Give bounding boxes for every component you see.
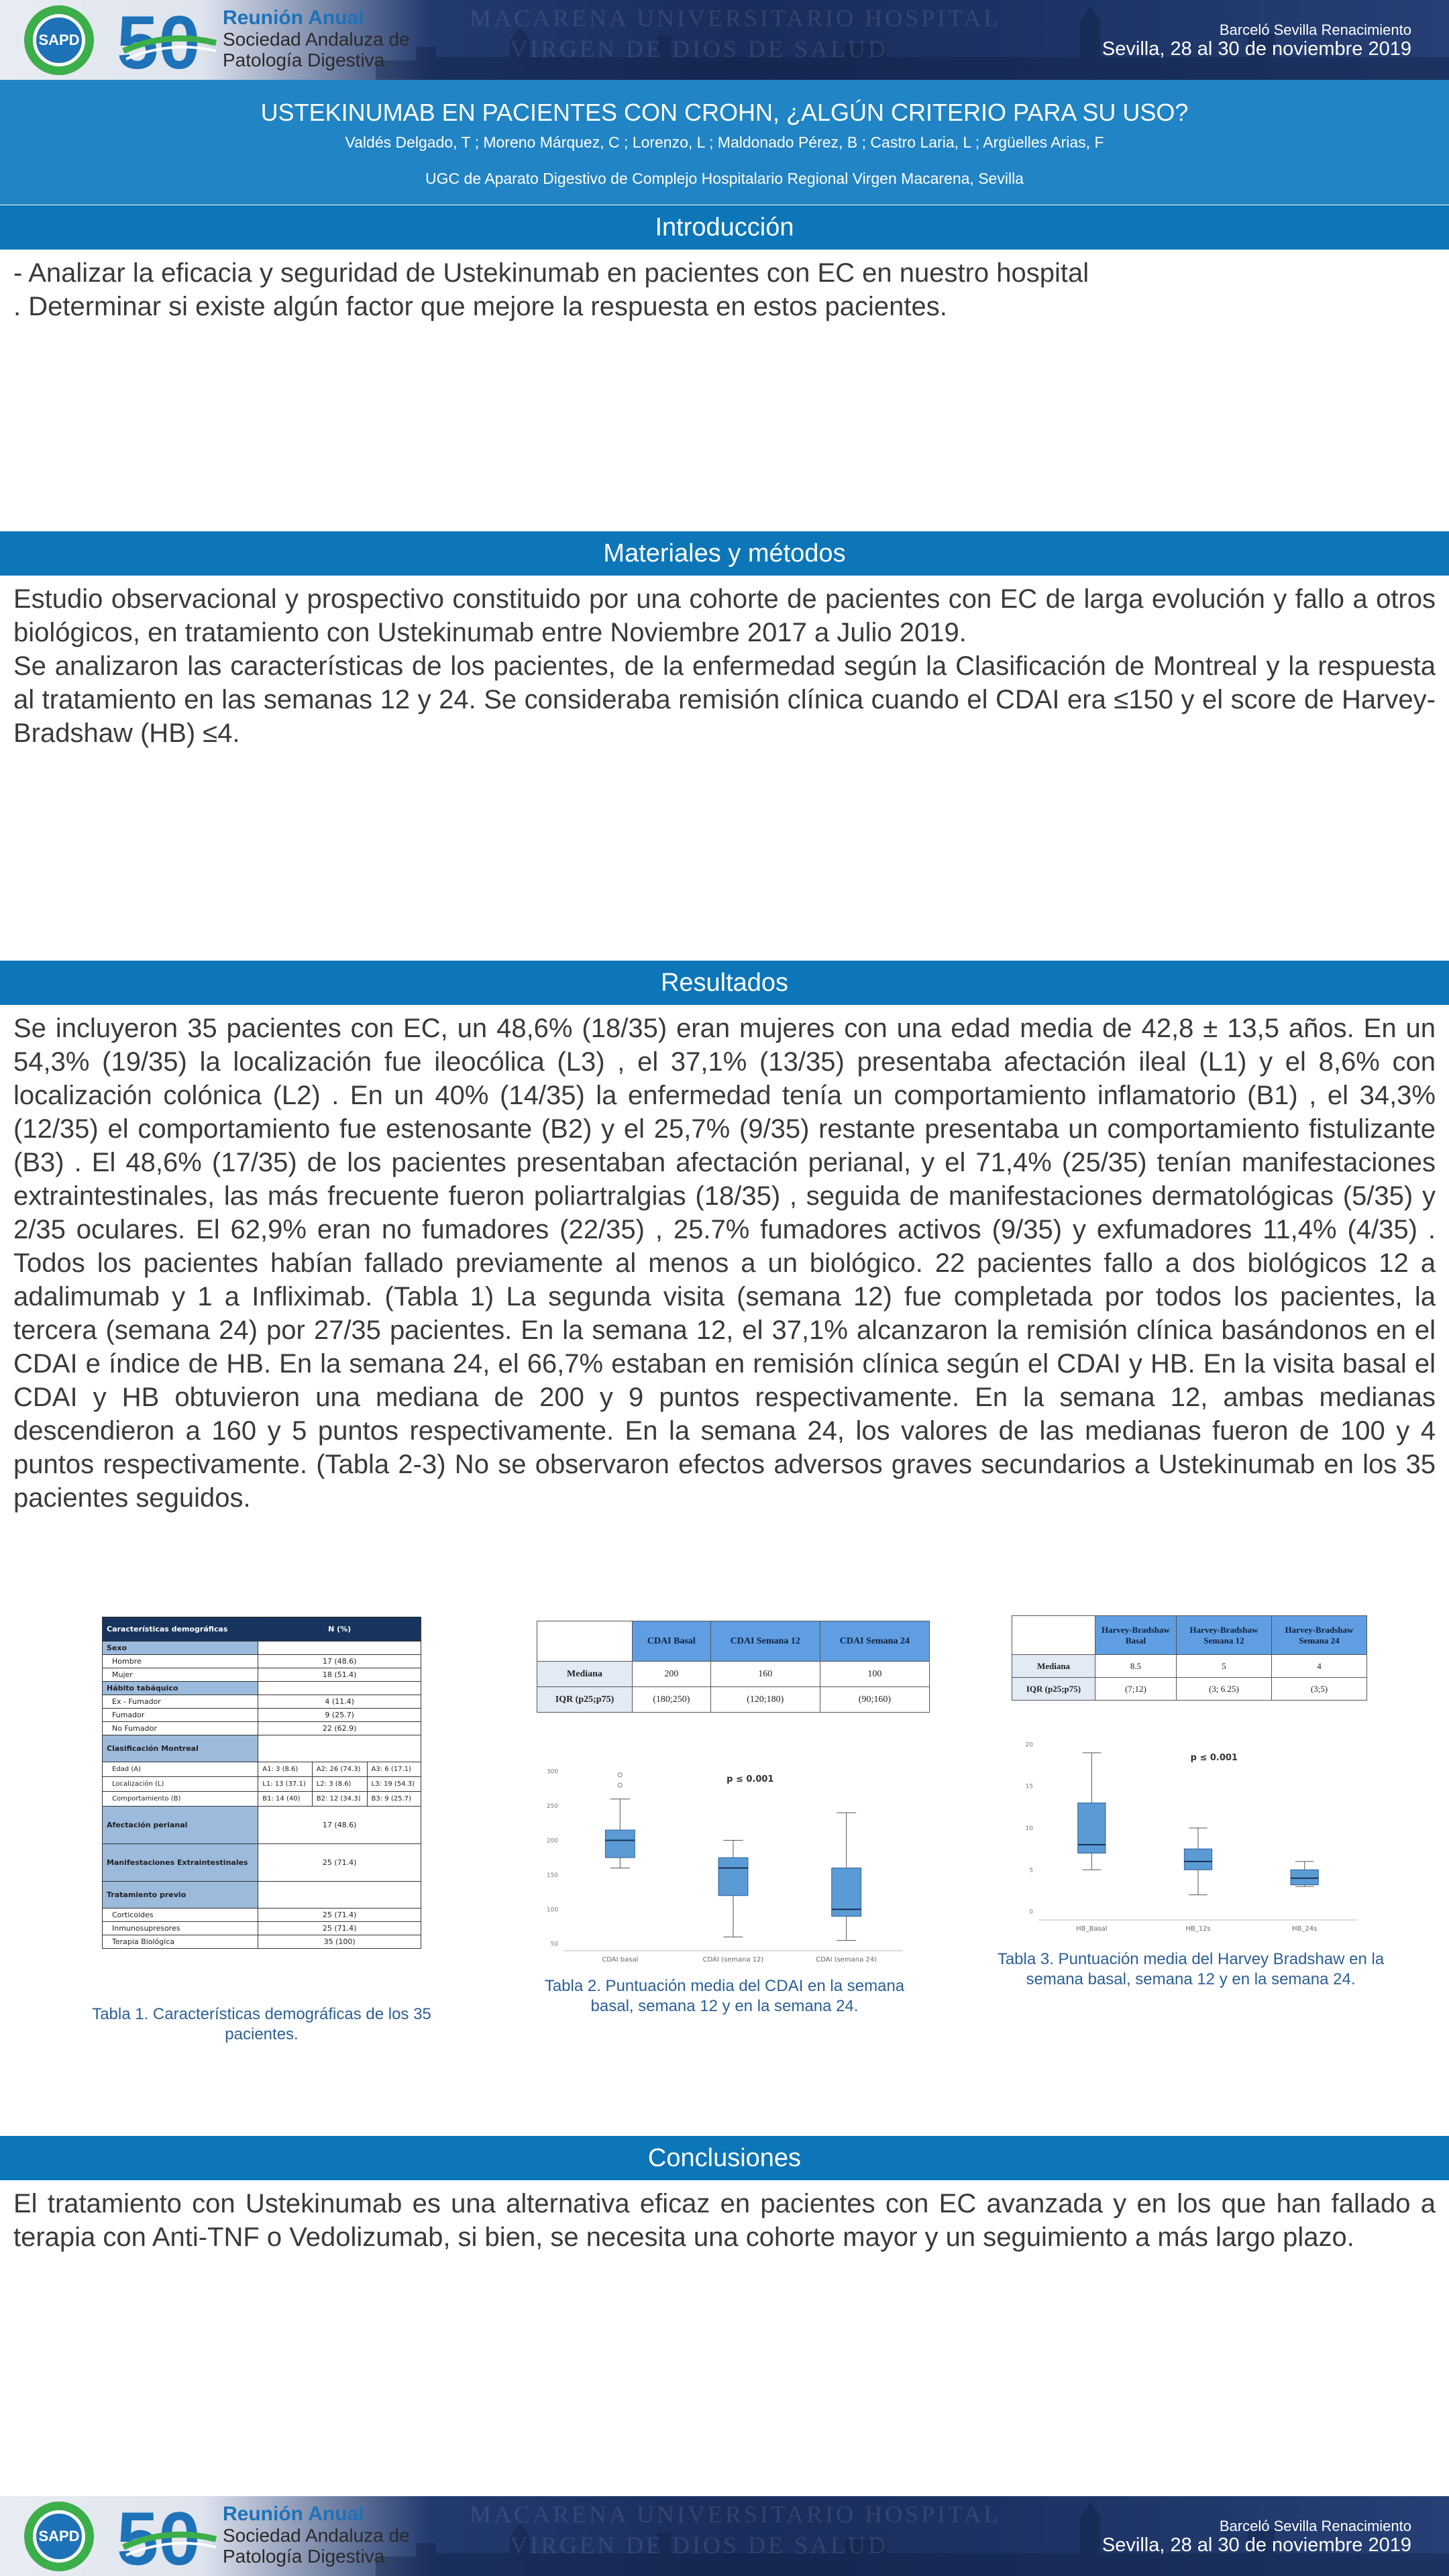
table-header-cell: CDAI Semana 24 — [820, 1621, 929, 1662]
row-label: IQR (p25;p75) — [1012, 1678, 1095, 1701]
table-cell: (90;160) — [820, 1687, 929, 1713]
sapd-logo — [24, 5, 94, 75]
box — [718, 1858, 748, 1896]
demographics-table — [102, 1617, 421, 1949]
y-tick-label: 50 — [550, 1941, 558, 1948]
table-cell: 18 (51.4) — [258, 1668, 421, 1682]
y-tick-label: 15 — [1025, 1783, 1033, 1790]
table-cell: No Fumador — [103, 1722, 258, 1735]
box — [1078, 1803, 1106, 1854]
event-name — [223, 8, 410, 70]
event-line-2: Sociedad Andaluza de — [223, 29, 410, 50]
y-tick-label: 150 — [546, 1872, 558, 1879]
table-cell: 9 (25.7) — [258, 1709, 421, 1722]
table-cell: (120;180) — [710, 1687, 820, 1713]
event-line-2: Sociedad Andaluza de — [223, 2525, 410, 2546]
footer-banner — [0, 2496, 1449, 2576]
y-tick-label: 200 — [546, 1837, 558, 1845]
y-tick-label: 250 — [546, 1803, 558, 1810]
event-name — [223, 2504, 410, 2566]
table-cell: 5 — [1176, 1655, 1271, 1678]
methods-paragraph-2: Se analizaron las características de los pacientes, de la enfermedad según la Clasificación de Montreal y la respuesta al tratamiento en las semanas 12 y 24. Se consideraba remisión clínica cuando el CDAI era ≤150 y el score de Harvey-Bradshaw (HB) ≤4. — [13, 651, 1436, 748]
hb-table — [1012, 1615, 1367, 1701]
table-header-cell: N (%) — [258, 1617, 421, 1642]
table-category: Hábito tabáquico — [103, 1682, 258, 1695]
table-category: Clasificación Montreal — [103, 1735, 258, 1762]
table-cell: 25 (71.4) — [258, 1909, 421, 1922]
background-watermark-text: MACARENA UNIVERSITARIO HOSPITAL — [470, 2501, 1002, 2528]
y-tick-label: 0 — [1029, 1909, 1033, 1916]
x-tick-label: CDAI (semana 12) — [702, 1956, 764, 1964]
cdai-table — [537, 1621, 930, 1713]
x-tick-label: HB_Basal — [1076, 1925, 1108, 1933]
table-cell: 17 (48.6) — [258, 1655, 421, 1668]
background-watermark-text: MACARENA UNIVERSITARIO HOSPITAL — [470, 5, 1002, 32]
x-tick-label: CDAI (semana 24) — [816, 1956, 877, 1964]
table-1-demographics — [102, 1617, 421, 1949]
table-cell: B3: 9 (25.7) — [367, 1792, 421, 1807]
section-heading-conclusiones: Conclusiones — [0, 2136, 1449, 2180]
poster-title: USTEKINUMAB EN PACIENTES CON CROHN, ¿ALGÚN CRITERIO PARA SU USO? — [260, 99, 1189, 126]
table-header-cell: Harvey-Bradshaw Basal — [1095, 1616, 1177, 1655]
table-header-cell: Harvey-Bradshaw Semana 12 — [1176, 1616, 1271, 1655]
table-cell: Fumador — [103, 1709, 258, 1722]
hb-boxplot — [1012, 1725, 1367, 1943]
outlier-point — [618, 1783, 622, 1787]
section-heading-materiales-metodos: Materiales y métodos — [0, 531, 1449, 576]
venue-dates: Sevilla, 28 al 30 de noviembre 2019 — [1102, 38, 1411, 60]
table-cell: A3: 6 (17.1) — [367, 1762, 421, 1777]
section-heading-resultados: Resultados — [0, 961, 1449, 1005]
table-2-caption: Tabla 2. Puntuación media del CDAI en la semana basal, semana 12 y en la semana 24. — [544, 1977, 905, 2015]
cdai-boxplot-svg — [537, 1747, 912, 1971]
table-cell: A1: 3 (8.6) — [258, 1762, 312, 1777]
table-cell: 35 (100) — [258, 1935, 421, 1949]
table-cell: Terapia Biológica — [103, 1935, 258, 1949]
table-category: Afectación perianal — [103, 1807, 258, 1844]
table-cell: 22 (62.9) — [258, 1722, 421, 1735]
table-cell: 100 — [820, 1662, 929, 1687]
y-tick-label: 20 — [1025, 1741, 1033, 1749]
table-cell: Comportamiento (B) — [103, 1792, 258, 1807]
table-cell: A2: 26 (74.3) — [312, 1762, 367, 1777]
row-label: Mediana — [537, 1662, 633, 1687]
box — [605, 1830, 635, 1858]
table-header-cell: CDAI Basal — [633, 1621, 711, 1662]
methods-body — [13, 582, 1436, 750]
table-cell: L3: 19 (54.3) — [367, 1777, 421, 1792]
x-tick-label: HB_12s — [1185, 1925, 1211, 1933]
x-tick-label: HB_24s — [1292, 1925, 1318, 1933]
results-body: Se incluyeron 35 pacientes con EC, un 48,6% (18/35) eran mujeres con una edad media de 42,8 ± 13,5 años. En un 54,3% (19/35) la localización fue ileocólica (L3) , el 37,1% (13/35) presentaba afectación ileal (L1) y el 8,6% con localización colónica (L2) . En un 40% (14/35) la enfermedad tenía un comportamiento inflamatorio (B1) , el 34,3% (12/35) el comportamiento fue estenosante (B2) y el 25,7% (9/35) restante presentaba un comportamiento fistulizante (B3) . El 48,6% (17/35) de los pacientes presentaban afectación perianal, y el 71,4% (25/35) tenían manifestaciones extraintestinales, las más frecuente fueron poliartralgias (18/35) , seguida de manifestaciones dermatológicas (5/35) y 2/35 oculares. El 62,9% eran no fumadores (22/35) , 25.7% fumadores activos (9/35) y exfumadores 11,4% (4/35) . Todos los pacientes habían fallado previamente al menos a un biológico. 22 pacientes fallo a dos biológicos 12 a adalimumab y 1 a Infliximab. (Tabla 1) La segunda visita (semana 12) fue completada por todos los pacientes, la tercera (semana 24) por 27/35 pacientes. En la semana 12, el 37,1% alcanzaron la remisión clínica basándonos en el CDAI e índice de HB. En la semana 24, el 66,7% estaban en remisión clínica según el CDAI y HB. En la visita basal el CDAI y HB obtuvieron una mediana de 200 y 9 puntos respectivamente. En la semana 12, ambas medianas descendieron a 160 y 5 puntos respectivamente. En la semana 24, los valores de las medianas fueron de 100 y 4 puntos respectivamente. (Tabla 2-3) No se observaron efectos adversos graves secundarios a Ustekinumab en los 35 pacientes seguidos. — [13, 1014, 1436, 1513]
authors: Valdés Delgado, T ; Moreno Márquez, C ; Lorenzo, L ; Maldonado Pérez, B ; Castro Laria, L ; Argüelles Arias, F — [345, 133, 1104, 151]
event-line-1: Reunión Anual — [223, 2503, 364, 2525]
svg-text:50: 50 — [117, 2500, 201, 2573]
table-cell: 25 (71.4) — [258, 1844, 421, 1882]
table-cell: Corticoides — [103, 1909, 258, 1922]
affiliation: UGC de Aparato Digestivo de Complejo Hospitalario Regional Virgen Macarena, Sevilla — [425, 170, 1024, 187]
table-cell: 17 (48.6) — [258, 1807, 421, 1844]
sapd-logo — [24, 2502, 94, 2571]
venue-dates: Sevilla, 28 al 30 de noviembre 2019 — [1102, 2534, 1411, 2557]
table-cell: (3;5) — [1271, 1678, 1366, 1701]
table-cell: Mujer — [103, 1668, 258, 1682]
p-value-annotation: p ≤ 0.001 — [1190, 1753, 1238, 1763]
table-cell: Inmunosupresores — [103, 1922, 258, 1935]
table-cell: 160 — [710, 1662, 820, 1687]
table-cell: (180;250) — [633, 1687, 711, 1713]
table-category: Tratamiento previo — [103, 1882, 258, 1909]
table-cell: Ex - Fumador — [103, 1695, 258, 1709]
header-banner — [0, 0, 1449, 80]
box — [1184, 1849, 1212, 1870]
poster-title-block — [0, 80, 1449, 205]
table-cell: 8.5 — [1095, 1655, 1177, 1678]
table-cell: 25 (71.4) — [258, 1922, 421, 1935]
table-category: Manifestaciones Extraintestinales — [103, 1844, 258, 1882]
sapd-logo-text: SAPD — [33, 14, 85, 66]
cdai-boxplot — [537, 1747, 912, 1974]
venue-info — [1102, 21, 1411, 61]
fifty-anniversary-logo — [117, 2500, 217, 2573]
intro-body — [13, 256, 1436, 323]
fifty-anniversary-logo — [117, 4, 217, 76]
intro-objective-1: - Analizar la eficacia y seguridad de Ustekinumab en pacientes con EC en nuestro hospital — [13, 258, 1089, 288]
y-tick-label: 5 — [1029, 1867, 1033, 1874]
event-line-1: Reunión Anual — [223, 7, 364, 29]
sapd-logo-text: SAPD — [33, 2510, 85, 2563]
table-cell: Localización (L) — [103, 1777, 258, 1792]
venue-name: Barceló Sevilla Renacimiento — [1219, 2518, 1411, 2534]
table-category: Sexo — [103, 1642, 258, 1655]
outlier-point — [618, 1773, 622, 1777]
methods-paragraph-1: Estudio observacional y prospectivo constituido por una cohorte de pacientes con EC de larga evolución y fallo a otros biológicos, en tratamiento con Ustekinumab entre Noviembre 2017 a Julio 2019. — [13, 584, 1436, 647]
table-header-cell: Harvey-Bradshaw Semana 24 — [1271, 1616, 1366, 1655]
table-3-harvey-bradshaw — [1012, 1615, 1367, 1701]
table-cell: (3; 6.25) — [1176, 1678, 1271, 1701]
hb-boxplot-svg — [1012, 1725, 1367, 1940]
table-cell: 200 — [633, 1662, 711, 1687]
row-label: Mediana — [1012, 1655, 1095, 1678]
venue-info — [1102, 2518, 1411, 2557]
table-1-caption: Tabla 1. Características demográficas de los 35 pacientes. — [92, 2005, 431, 2043]
table-cell: (7;12) — [1095, 1678, 1177, 1701]
table-header-cell: Características demográficas — [103, 1617, 258, 1642]
table-cell: 4 (11.4) — [258, 1695, 421, 1709]
svg-text:50: 50 — [117, 4, 201, 76]
x-tick-label: CDAI basal — [602, 1956, 639, 1964]
background-watermark-text: VIRGEN DE DIOS DE SALUD — [510, 36, 888, 62]
table-3-caption: Tabla 3. Puntuación media del Harvey Bradshaw en la semana basal, semana 12 y en la semana 24. — [997, 1950, 1385, 1988]
event-line-3: Patología Digestiva — [223, 2546, 385, 2567]
background-watermark-text: VIRGEN DE DIOS DE SALUD — [510, 2532, 888, 2559]
intro-objective-2: . Determinar si existe algún factor que mejore la respuesta en estos pacientes. — [13, 292, 947, 321]
table-cell: L1: 13 (37.1) — [258, 1777, 312, 1792]
row-label: IQR (p25;p75) — [537, 1687, 633, 1713]
table-cell: 4 — [1271, 1655, 1366, 1678]
table-header-cell: CDAI Semana 12 — [710, 1621, 820, 1662]
table-cell: B1: 14 (40) — [258, 1792, 312, 1807]
y-tick-label: 10 — [1025, 1825, 1033, 1832]
box — [1291, 1870, 1318, 1884]
table-2-cdai — [537, 1621, 930, 1713]
p-value-annotation: p ≤ 0.001 — [727, 1774, 774, 1784]
conclusions-body: El tratamiento con Ustekinumab es una alternativa eficaz en pacientes con EC avanzada y en los que han fallado a terapia con Anti-TNF o Vedolizumab, si bien, se necesita una cohorte mayor y un seguimiento a más largo plazo. — [13, 2189, 1436, 2252]
table-cell: B2: 12 (34.3) — [312, 1792, 367, 1807]
table-cell: Edad (A) — [103, 1762, 258, 1777]
y-tick-label: 300 — [546, 1768, 558, 1776]
section-heading-introduccion: Introducción — [0, 205, 1449, 250]
venue-name: Barceló Sevilla Renacimiento — [1219, 21, 1411, 38]
table-cell: Hombre — [103, 1655, 258, 1668]
table-cell: L2: 3 (8.6) — [312, 1777, 367, 1792]
event-line-3: Patología Digestiva — [223, 50, 385, 70]
y-tick-label: 100 — [546, 1907, 558, 1914]
